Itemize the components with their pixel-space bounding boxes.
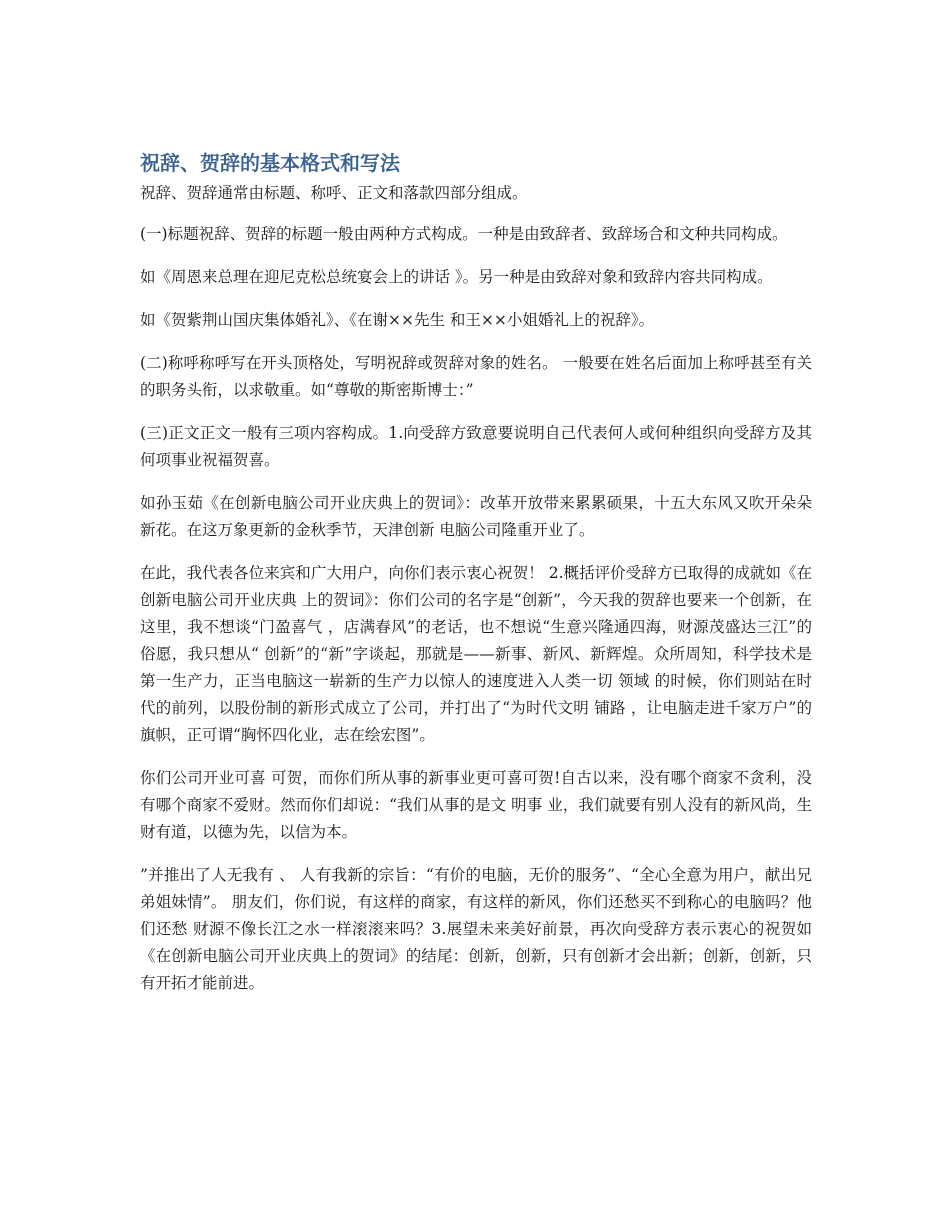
paragraph-title-example-2: 如《贺紫荆山国庆集体婚礼》、《在谢××先生 和王××小姐婚礼上的祝辞》。 [140, 311, 655, 329]
paragraph-body-section: (三)正文正文一般有三项内容构成。1.向受辞方致意要说明自己代表何人或何种组织向受辞方及其 何项事业祝福贺喜。 [140, 424, 812, 469]
paragraph-body-business: 你们公司开业可喜 可贺，而你们所从事的新事业更可喜可贺!自古以来，没有哪个商家不贪利，没有哪个商家不爱财。然而你们却说：“我们从事的是文 明事 业，我们就要有别人没有的新风尚，生财有道，以德为先，以信为本。 [140, 769, 812, 841]
paragraph-body-achievements: 在此，我代表各位来宾和广大用户，向你们表示衷心祝贺！ 2.概括评价受辞方已取得的成就如《在创新电脑公司开业庆典 上的贺词》：你们公司的名字是“创新”，今天我的贺辞也要来一个创新，在这里，我不想谈“门盈喜气 ，店满春风”的老话，也不想说“生意兴隆通四海，财源茂盛达三江”的俗愿，我只想从“ 创新”的“新”字谈起，那就是——新事、新风、新辉煌。众所周知，科学技术是第一生产力，正当电脑这一崭新的生产力以惊人的速度进入人类一切 领域 的时候，你们则站在时代的前列，以股份制的新形式成立了公司，并打出了“为时代文明 铺路 ，让电脑走进千家万户”的旗帜，正可谓“胸怀四化业，志在绘宏图”。 [140, 564, 812, 744]
paragraph-title-section: (一)标题祝辞、贺辞的标题一般由两种方式构成。一种是由致辞者、致辞场合和文种共同构成。 [140, 225, 788, 243]
paragraph-body-example: 如孙玉茹《在创新电脑公司开业庆典上的贺词》：改革开放带来累累硕果，十五大东风又吹开朵朵新花。在这万象更新的金秋季节，天津创新 电脑公司隆重开业了。 [140, 494, 812, 539]
document-title: 祝辞、贺辞的基本格式和写法 [140, 151, 400, 175]
document-page [140, 148, 812, 1013]
paragraph-body-conclusion: ”并推出了人无我有 、 人有我新的宗旨：“有价的电脑，无价的服务”、“全心全意为用户，献出兄弟姐妹情”。 朋友们，你们说，有这样的商家，有这样的新风，你们还愁买不到称心的电脑吗？他们还愁 财源不像长江之水一样滚滚来吗？3.展望未来美好前景，再次向受辞方表示衷心的祝贺如《在创新电脑公司开业庆典上的贺词》的结尾：创新，创新，只有创新才会出新；创新，创新，只有开拓才能前进。 [140, 866, 812, 992]
paragraph-title-example: 如《周恩来总理在迎尼克松总统宴会上的讲话 》。另一种是由致辞对象和致辞内容共同构成。 [140, 268, 773, 286]
paragraph-intro: 祝辞、贺辞通常由标题、称呼、正文和落款四部分组成。 [140, 184, 528, 202]
paragraph-salutation-section: (二)称呼称呼写在开头顶格处，写明祝辞或贺辞对象的姓名。 一般要在姓名后面加上称呼甚至有关的职务头衔，以求敬重。如“尊敬的斯密斯博士：” [140, 354, 812, 399]
